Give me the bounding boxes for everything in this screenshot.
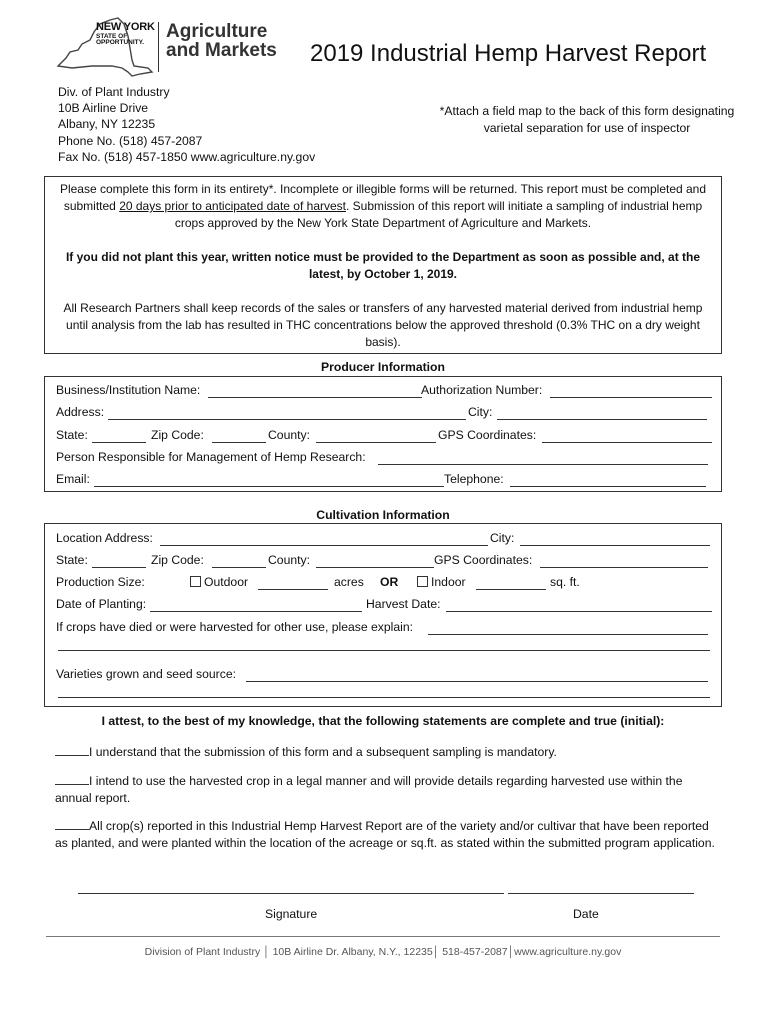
address-line: Div. of Plant Industry: [58, 85, 170, 99]
statement-text: I understand that the submission of this form and a subsequent sampling is mandatory.: [89, 745, 557, 759]
initial-field-1[interactable]: [55, 744, 89, 756]
statement-text: All crop(s) reported in this Industrial Hemp Harvest Report are of the variety and/or cultivar that have been reported as planted, and were planted within the location of the acreage or sq.ft. as stated within the submitted program application.: [55, 819, 715, 850]
cultivation-section-title: Cultivation Information: [316, 508, 450, 522]
notice-paragraph-2: If you did not plant this year, written notice must be provided to the Department as soon as possible and, at the latest, by October 1, 2019.: [65, 250, 701, 281]
zip-code-label: Zip Code:: [151, 428, 204, 442]
authorization-number-label: Authorization Number:: [421, 383, 543, 397]
logo-agency-line1: Agriculture: [166, 21, 268, 42]
location-address-field[interactable]: [160, 545, 488, 546]
email-label: Email:: [56, 472, 90, 486]
logo-tagline-2: OPPORTUNITY.: [96, 39, 145, 47]
outdoor-acres-field[interactable]: [258, 589, 328, 590]
indoor-label: Indoor: [431, 575, 466, 589]
logo-agency: [166, 22, 277, 61]
harvest-date-label: Harvest Date:: [366, 597, 441, 611]
acres-label: acres: [334, 575, 364, 589]
crops-died-field[interactable]: [428, 634, 708, 635]
state-label: State:: [56, 428, 88, 442]
attach-note-line: *Attach a field map to the back of this form designating: [439, 104, 735, 118]
cultivation-county-label: County:: [268, 553, 311, 567]
city-label: City:: [468, 405, 493, 419]
producer-box: [44, 376, 722, 492]
location-address-label: Location Address:: [56, 531, 153, 545]
city-field[interactable]: [497, 419, 707, 420]
attestation-statement-1: [55, 744, 715, 761]
cultivation-zip-field[interactable]: [212, 567, 266, 568]
telephone-field[interactable]: [510, 486, 706, 487]
initial-field-2[interactable]: [55, 773, 89, 785]
business-name-field[interactable]: [208, 397, 422, 398]
harvest-date-field[interactable]: [446, 611, 712, 612]
producer-section-title: Producer Information: [321, 360, 445, 374]
address-line: Albany, NY 12235: [58, 117, 156, 132]
initial-field-3[interactable]: [55, 818, 89, 830]
crops-died-label: If crops have died or were harvested for other use, please explain:: [56, 620, 414, 634]
email-field[interactable]: [94, 486, 444, 487]
production-size-label: Production Size:: [56, 575, 145, 589]
address-label: Address:: [56, 405, 105, 419]
footer-divider: [46, 936, 720, 937]
varieties-label: Varieties grown and seed source:: [56, 667, 236, 681]
attestation-statement-2: [55, 773, 715, 807]
cultivation-box: [44, 523, 722, 707]
business-name-label: Business/Institution Name:: [56, 383, 201, 397]
cultivation-state-label: State:: [56, 553, 88, 567]
notice-box: [44, 176, 722, 354]
attestation-statement-3: [55, 818, 715, 852]
authorization-number-field[interactable]: [550, 397, 712, 398]
signature-label: Signature: [265, 907, 318, 921]
responsible-person-label: Person Responsible for Management of Hemp Research:: [56, 450, 366, 464]
date-field[interactable]: [508, 893, 694, 894]
date-label: Date: [573, 907, 599, 921]
logo-state-text: [96, 22, 155, 47]
address-line: Fax No. (518) 457-1850 www.agriculture.ny.gov: [58, 149, 316, 164]
address-line: 10B Airline Drive: [58, 101, 149, 116]
cultivation-state-field[interactable]: [92, 567, 146, 568]
attach-note-line: varietal separation for use of inspector: [483, 121, 691, 135]
logo-tagline-1: STATE OF: [96, 32, 128, 40]
cultivation-city-label: City:: [490, 531, 515, 545]
cultivation-gps-label: GPS Coordinates:: [434, 553, 533, 567]
notice-paragraph-1: [53, 181, 713, 232]
cultivation-city-field[interactable]: [520, 545, 710, 546]
address-field[interactable]: [108, 419, 466, 420]
notice-text: . Submission of this report will initiate a sampling of industrial hemp crops approved by the New York State Department of Agriculture and Markets.: [174, 199, 703, 230]
varieties-field-line-2[interactable]: [58, 697, 710, 698]
address-block: [58, 84, 315, 165]
cultivation-zip-label: Zip Code:: [151, 553, 204, 567]
notice-underlined-text: 20 days prior to anticipated date of harvest: [119, 199, 346, 213]
indoor-sqft-field[interactable]: [476, 589, 546, 590]
state-field[interactable]: [92, 442, 146, 443]
telephone-label: Telephone:: [444, 472, 504, 486]
attach-note: [422, 103, 752, 137]
cultivation-county-field[interactable]: [316, 567, 434, 568]
crops-died-field-line-2[interactable]: [58, 650, 710, 651]
notice-text: Please complete this form in its entirety*. Incomplete or illegible forms will be returned. This report must be completed and submitted: [59, 182, 707, 213]
notice-paragraph-3: All Research Partners shall keep records of the sales or transfers of any harvested material derived from industrial hemp until analysis from the lab has resulted in THC concentrations below the approved threshold (0.3% THC on a dry weight basis).: [63, 301, 703, 349]
or-label: OR: [380, 575, 399, 589]
responsible-person-field[interactable]: [378, 464, 708, 465]
logo-state-name: NEW YORK: [96, 21, 155, 33]
outdoor-label: Outdoor: [204, 575, 249, 589]
county-field[interactable]: [316, 442, 436, 443]
gps-field[interactable]: [542, 442, 712, 443]
date-of-planting-label: Date of Planting:: [56, 597, 147, 611]
page-title: 2019 Industrial Hemp Harvest Report: [310, 40, 707, 67]
cultivation-gps-field[interactable]: [540, 567, 708, 568]
logo-divider: [158, 22, 159, 72]
indoor-checkbox[interactable]: [417, 576, 428, 587]
sqft-label: sq. ft.: [550, 575, 580, 589]
date-of-planting-field[interactable]: [150, 611, 362, 612]
zip-code-field[interactable]: [212, 442, 266, 443]
logo-agency-line2: and Markets: [166, 40, 277, 62]
county-label: County:: [268, 428, 311, 442]
footer-text: Division of Plant Industry │ 10B Airline Dr. Albany, N.Y., 12235│ 518-457-2087│www.agriculture.ny.gov: [144, 946, 622, 958]
gps-label: GPS Coordinates:: [438, 428, 537, 442]
attestation-title: I attest, to the best of my knowledge, that the following statements are complete and true (initial):: [101, 714, 665, 728]
outdoor-checkbox[interactable]: [190, 576, 201, 587]
statement-text: I intend to use the harvested crop in a legal manner and will provide details regarding harvested use within the annual report.: [55, 774, 683, 805]
varieties-field[interactable]: [246, 681, 708, 682]
address-line: Phone No. (518) 457-2087: [58, 133, 203, 148]
signature-field[interactable]: [78, 893, 504, 894]
